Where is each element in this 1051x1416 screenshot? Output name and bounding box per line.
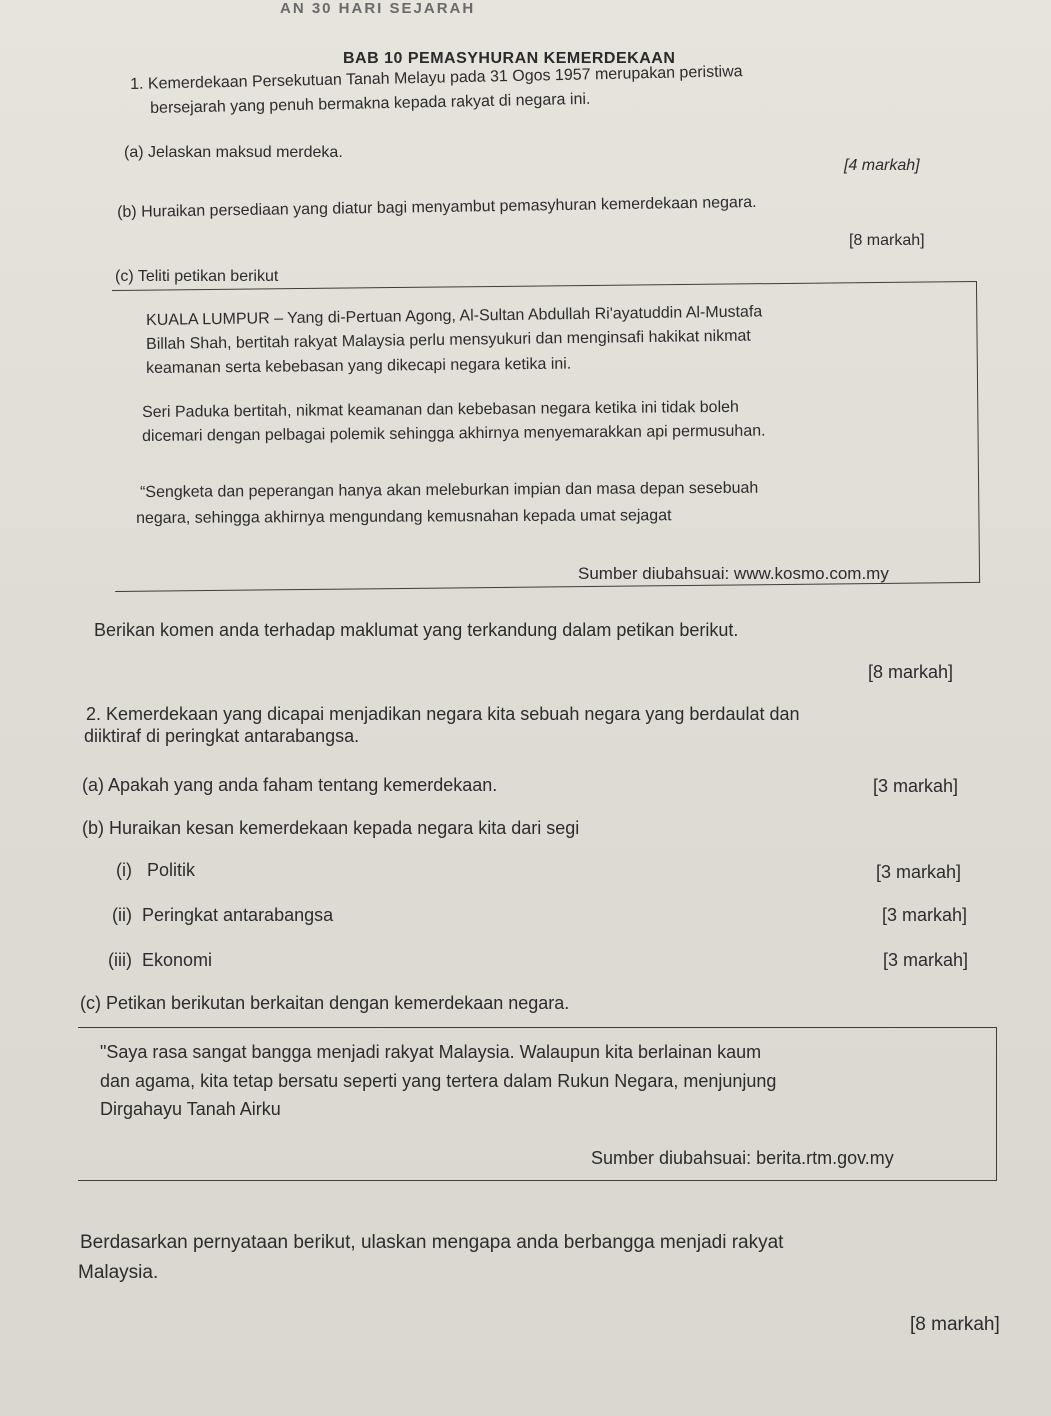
page-header: AN 30 HARI SEJARAH xyxy=(280,0,476,17)
q1b-marks: [8 markah] xyxy=(849,232,925,249)
q1c-instruction: Berikan komen anda terhadap maklumat yang terkandung dalam petikan berikut. xyxy=(94,620,739,640)
q1a-marks: [4 markah] xyxy=(844,157,920,174)
q2c-question: (c) Petikan berikutan berkaitan dengan kemerdekaan negara. xyxy=(80,993,570,1013)
q2c-marks: [8 markah] xyxy=(910,1314,1000,1335)
q1-passage-p1-line3: keamanan serta kebebasan yang dikecapi negara ketika ini. xyxy=(146,355,572,377)
q2b-i-marks: [3 markah] xyxy=(876,862,962,882)
q1-passage-p2-line1: Seri Paduka bertitah, nikmat keamanan dan kebebasan negara ketika ini tidak boleh xyxy=(142,398,739,421)
q1c-marks: [8 markah] xyxy=(868,662,954,682)
q2b-iii-item: (iii) Ekonomi xyxy=(108,950,213,970)
q2-passage-line1: "Saya rasa sangat bangga menjadi rakyat Malaysia. Walaupun kita berlainan kaum xyxy=(100,1042,762,1062)
q1-intro-line1: 1. Kemerdekaan Persekutuan Tanah Melayu pada 31 Ogos 1957 merupakan peristiwa xyxy=(130,63,743,93)
q1-passage-p3-line2: negara, sehingga akhirnya mengundang kemusnahan kepada umat sejagat xyxy=(136,507,672,527)
chapter-title: BAB 10 PEMASYHURAN KEMERDEKAAN xyxy=(343,50,676,67)
q2b-ii-item: (ii) Peringkat antarabangsa xyxy=(112,905,334,925)
q1-passage-p1-line1: KUALA LUMPUR – Yang di-Pertuan Agong, Al-Sultan Abdullah Ri'ayatuddin Al-Mustafa xyxy=(146,303,763,329)
q2-passage-source: Sumber diubahsuai: berita.rtm.gov.my xyxy=(591,1148,894,1168)
q2c-instruction-line2: Malaysia. xyxy=(78,1262,159,1283)
q2-passage-line2: dan agama, kita tetap bersatu seperti yang tertera dalam Rukun Negara, menjunjung xyxy=(100,1071,777,1091)
q1c-question: (c) Teliti petikan berikut xyxy=(115,268,279,285)
q1-passage-p3-line1: “Sengketa dan peperangan hanya akan meleburkan impian dan masa depan sesebuah xyxy=(140,479,759,501)
q1a-question: (a) Jelaskan maksud merdeka. xyxy=(124,144,343,161)
q2a-question: (a) Apakah yang anda faham tentang kemerdekaan. xyxy=(82,775,498,795)
q2-intro-line1: 2. Kemerdekaan yang dicapai menjadikan negara kita sebuah negara yang berdaulat dan xyxy=(86,704,800,724)
q2a-marks: [3 markah] xyxy=(873,776,959,796)
q2b-ii-marks: [3 markah] xyxy=(882,905,968,925)
q2b-question: (b) Huraikan kesan kemerdekaan kepada negara kita dari segi xyxy=(82,818,580,838)
q1b-question: (b) Huraikan persediaan yang diatur bagi menyambut pemasyhuran kemerdekaan negara. xyxy=(117,193,757,221)
q2b-iii-marks: [3 markah] xyxy=(883,950,969,970)
q2-intro-line2: diiktiraf di peringkat antarabangsa. xyxy=(84,726,360,746)
q1-passage-p2-line2: dicemari dengan pelbagai polemik sehingga akhirnya menyemarakkan api permusuhan. xyxy=(142,422,766,445)
q1-passage-p1-line2: Billah Shah, bertitah rakyat Malaysia perlu mensyukuri dan menginsafi hakikat nikmat xyxy=(146,327,751,353)
q1-passage-source: Sumber diubahsuai: www.kosmo.com.my xyxy=(578,564,889,583)
q2b-i-item: (i) Politik xyxy=(116,860,196,880)
q1-intro-line2: bersejarah yang penuh bermakna kepada rakyat di negara ini. xyxy=(150,90,591,117)
q2c-instruction-line1: Berdasarkan pernyataan berikut, ulaskan mengapa anda berbangga menjadi rakyat xyxy=(80,1232,784,1253)
q2-passage-line3: Dirgahayu Tanah Airku xyxy=(100,1099,281,1119)
